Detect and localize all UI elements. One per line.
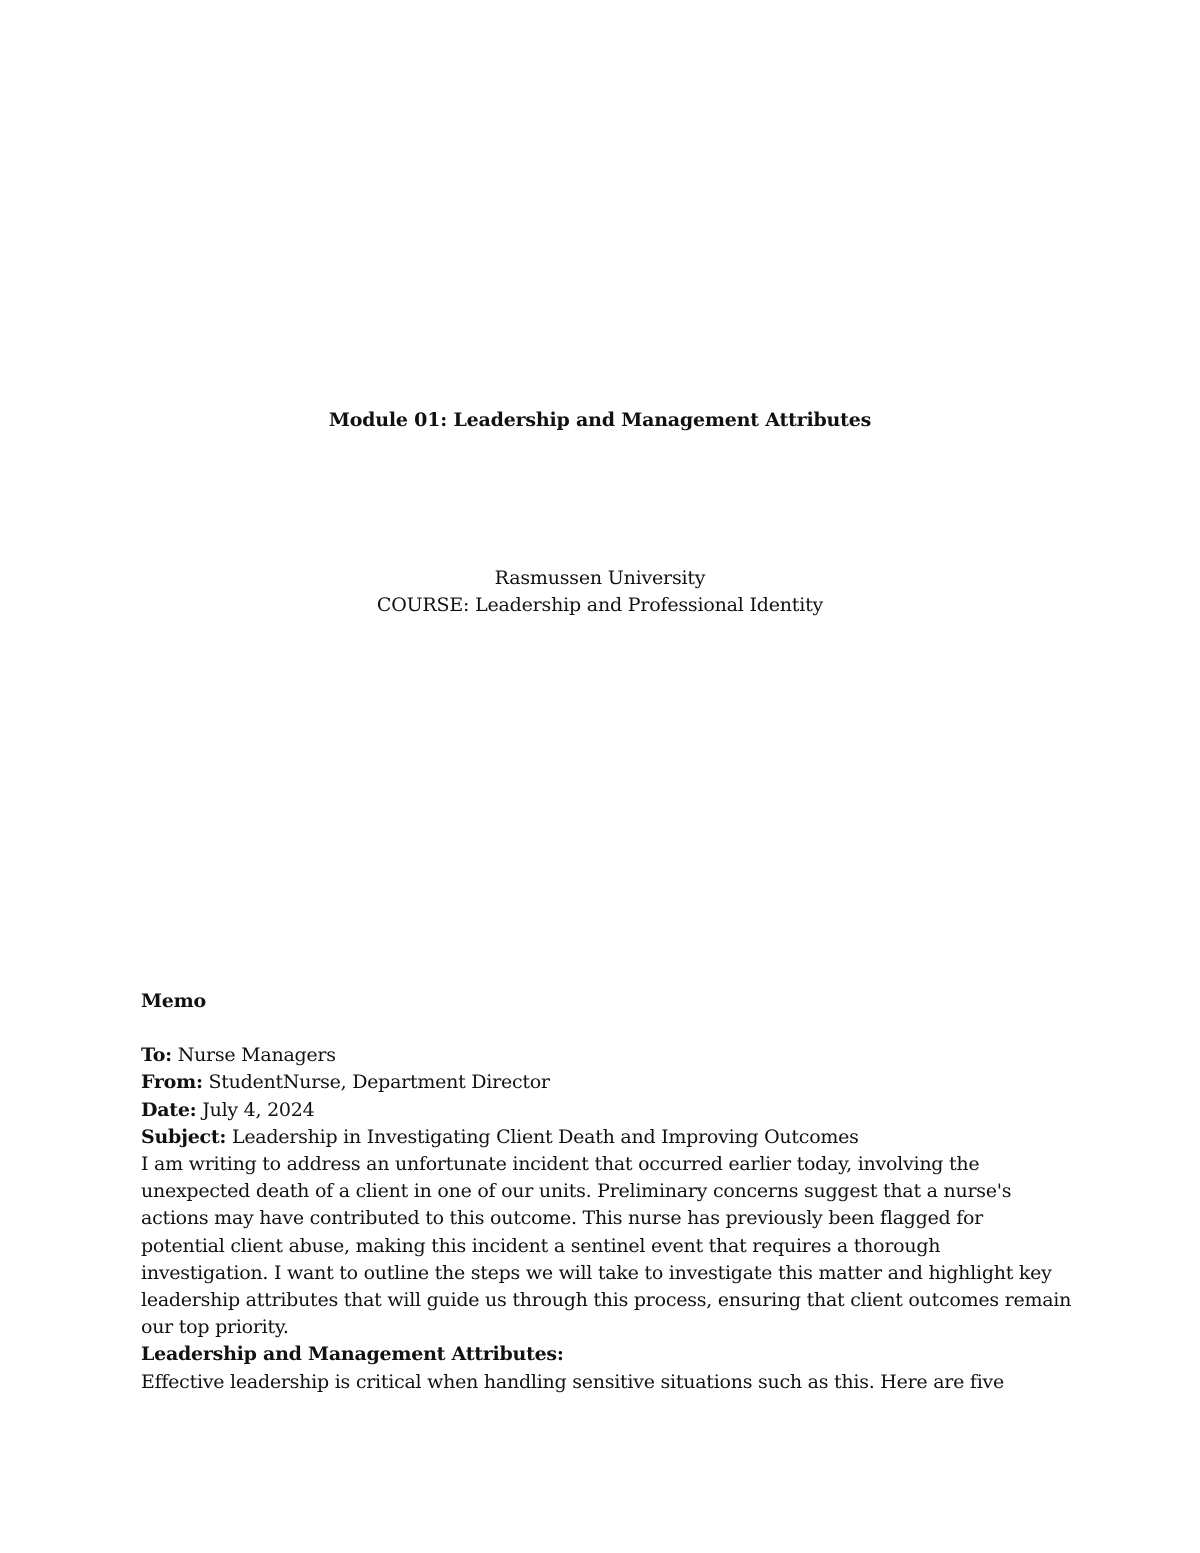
memo-section <box>141 988 1071 1396</box>
body-line: investigation. I want to outline the steps we will take to investigate this matter and highlight key <box>141 1261 1052 1284</box>
memo-to-value: Nurse Managers <box>171 1044 336 1067</box>
memo-to-label: To: <box>141 1044 172 1067</box>
memo-date-field <box>141 1097 1071 1124</box>
body-line: leadership attributes that will guide us through this process, ensuring that client outcomes remain <box>141 1289 1072 1312</box>
memo-to-field <box>141 1042 1071 1069</box>
course-name: COURSE: Leadership and Professional Identity <box>376 594 824 616</box>
memo-heading: Memo <box>141 990 206 1012</box>
memo-date-value: July 4, 2024 <box>196 1098 315 1121</box>
body-line: I am writing to address an unfortunate incident that occurred earlier today, involving the <box>141 1153 980 1176</box>
document-title: Module 01: Leadership and Management Attributes <box>328 409 872 431</box>
section-heading: Leadership and Management Attributes: <box>141 1343 564 1366</box>
body-line: our top priority. <box>141 1316 289 1339</box>
memo-subject-field <box>141 1124 1071 1151</box>
institution-name: Rasmussen University <box>494 567 706 589</box>
body-line: potential client abuse, making this incident a sentinel event that requires a thorough <box>141 1234 941 1257</box>
memo-date-label: Date: <box>141 1098 197 1121</box>
body-line: actions may have contributed to this outcome. This nurse has previously been flagged for <box>141 1207 984 1230</box>
affiliation-block <box>0 565 1200 619</box>
memo-subject-label: Subject: <box>141 1125 227 1148</box>
memo-from-value: StudentNurse, Department Director <box>202 1071 550 1094</box>
memo-from-field <box>141 1069 1071 1096</box>
section-first-line: Effective leadership is critical when handling sensitive situations such as this. Here are five <box>141 1370 1004 1393</box>
memo-body-paragraph <box>141 1151 1071 1341</box>
memo-from-label: From: <box>141 1071 203 1094</box>
memo-subject-value: Leadership in Investigating Client Death and Improving Outcomes <box>226 1125 859 1148</box>
body-line: unexpected death of a client in one of our units. Preliminary concerns suggest that a nurse's <box>141 1180 1012 1203</box>
